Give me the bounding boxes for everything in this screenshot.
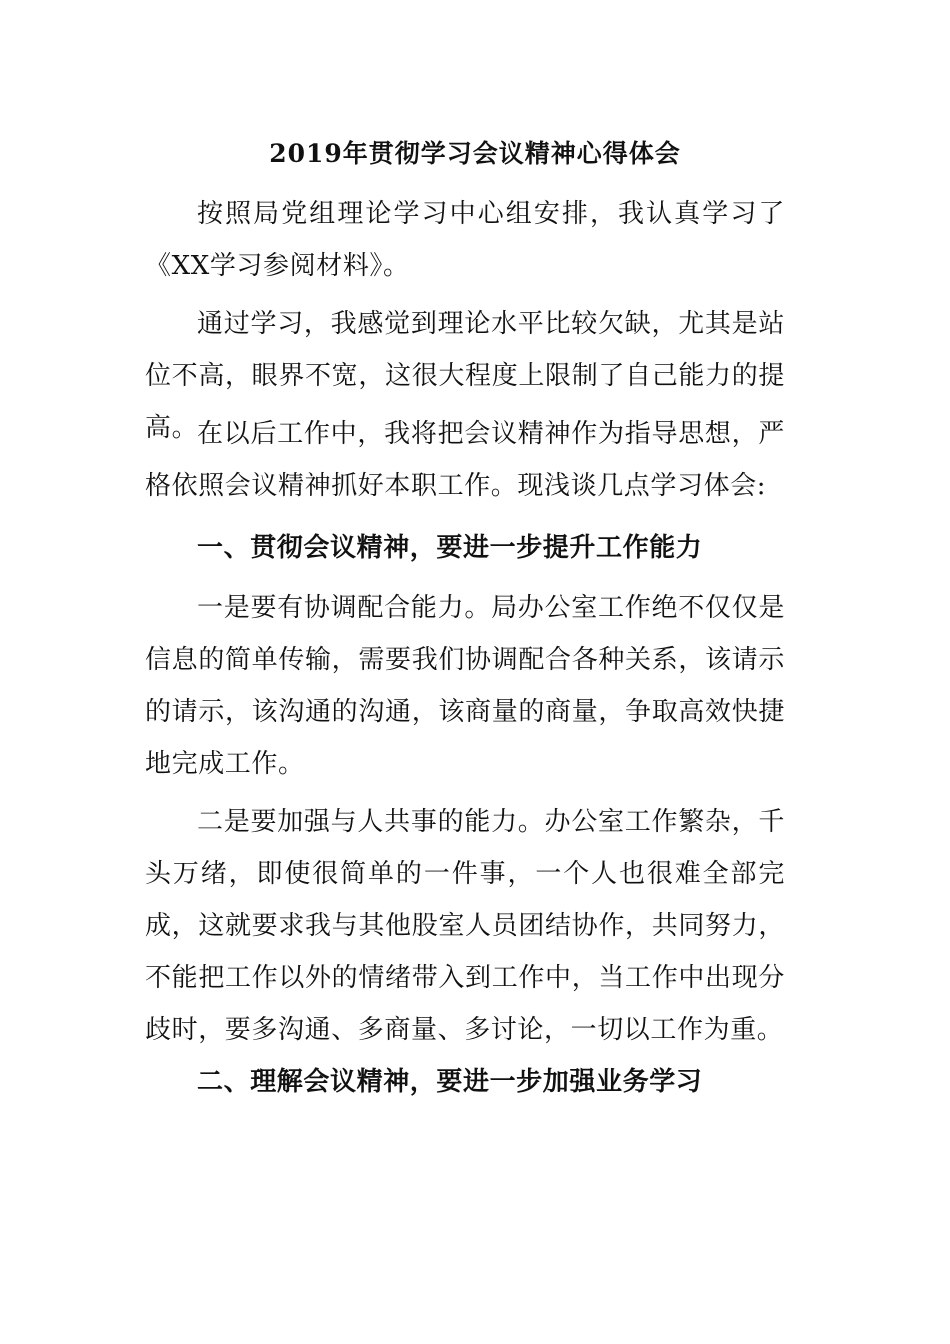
paragraph-commitment: 在以后工作中，我将把会议精神作为指导思想，严格依照会议精神抓好本职工作。现浅谈几点学习体会: (145, 419, 785, 501)
paragraph-intro: 按照局党组理论学习中心组安排，我认真学习了《XX学习参阅材料》。 (145, 199, 785, 281)
section-heading-2: 二、理解会议精神，要进一步加强业务学习 (197, 1067, 703, 1097)
section-heading-1: 一、贯彻会议精神，要进一步提升工作能力 (197, 533, 703, 563)
paragraph-point-2: 二是要加强与人共事的能力。办公室工作繁杂，千头万绪，即使很简单的一件事，一个人也很难全部完成，这就要求我与其他股室人员团结协作，共同努力，不能把工作以外的情绪带入到工作中，当工作中出现分歧时，要多沟通、多商量、多讨论，一切以工作为重。 (145, 807, 785, 1045)
paragraph-point-1: 一是要有协调配合能力。局办公室工作绝不仅仅是信息的简单传输，需要我们协调配合各种关系，该请示的请示，该沟通的沟通，该商量的商量，争取高效快捷地完成工作。 (145, 593, 785, 779)
document-title: 2019年贯彻学习会议精神心得体会 (269, 139, 681, 168)
paragraph-reflection: 通过学习，我感觉到理论水平比较欠缺，尤其是站位不高，眼界不宽，这很大程度上限制了自己能力的提高。 (145, 309, 785, 443)
